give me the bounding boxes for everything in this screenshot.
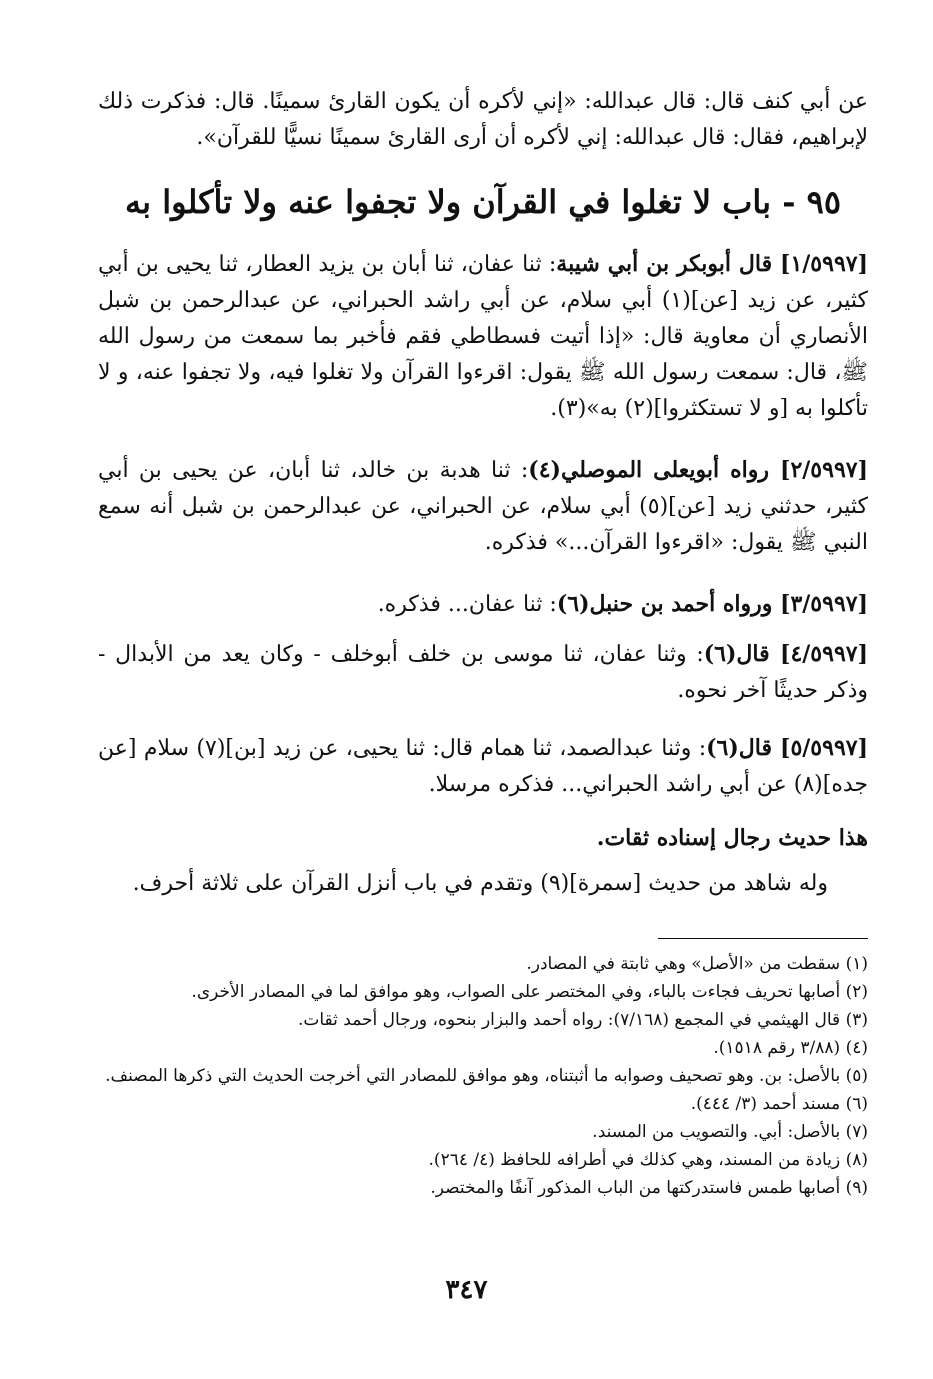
hadith-lead: [٤/٥٩٩٧] قال(٦) xyxy=(703,641,868,667)
footnote: (١) سقطت من «الأصل» وهي ثابتة في المصادر. xyxy=(526,954,868,974)
verdict-line: هذا حديث رجال إسناده ثقات. xyxy=(596,825,868,851)
hadith-text: : ثنا هدبة بن خالد، ثنا أبان، عن يحيى بن أبي كثير، حدثني زيد [عن](٥) أبي سلام، عن الحبراني، عن عبدالرحمن بن شبل أنه سمع النبي ﷺ يقول: «اقرءوا القرآن...» فذكره. xyxy=(98,458,868,555)
footnote: (٦) مسند أحمد (٣/ ٤٤٤). xyxy=(690,1094,868,1114)
hadith-text: : ثنا عفان، ثنا أبان بن يزيد العطار، ثنا يحيى بن أبي كثير، عن زيد [عن](١) أبي سلام، عن أبي راشد الحبراني، عن عبدالرحمن بن شبل الأنصاري أن معاوية قال: «إذا أتيت فسطاطي فقم فأخبر بما سمعت من رسول الله ﷺ، قال: سمعت رسول الله ﷺ يقول: اقرءوا القرآن ولا تغلوا فيه، ولا تجفوا عنه، و لا تأكلوا به [و لا تستكثروا](٢) به»(٣). xyxy=(98,252,868,421)
hadith-text: : ثنا عفان... فذكره. xyxy=(377,592,557,617)
hadith-paragraph xyxy=(98,730,868,803)
footnote: (٣) قال الهيثمي في المجمع (٧/١٦٨): رواه أحمد والبزار بنحوه، ورجال أحمد ثقات. xyxy=(297,1010,868,1030)
footnote: (٩) أصابها طمس فاستدركتها من الباب المذكور آنفًا والمختصر. xyxy=(430,1178,868,1198)
footnote-divider xyxy=(658,938,868,939)
hadith-paragraph xyxy=(98,246,868,427)
footnote: (٤) (٣/٨٨ رقم ١٥١٨). xyxy=(713,1038,868,1058)
hadith-paragraph xyxy=(98,586,868,623)
hadith-text: : وثنا عبدالصمد، ثنا همام قال: ثنا يحيى، عن زيد [بن](٧) سلام [عن جده](٨) عن أبي راشد الحبراني... فذكره مرسلا. xyxy=(98,736,868,797)
hadith-paragraph xyxy=(98,636,868,709)
footnote: (٨) زيادة من المسند، وهي كذلك في أطرافه للحافظ (٤/ ٢٦٤). xyxy=(428,1150,868,1170)
chapter-heading: ٩٥ - باب لا تغلوا في القرآن ولا تجفوا عنه ولا تأكلوا به xyxy=(124,183,842,221)
witness-paragraph: وله شاهد من حديث [سمرة](٩) وتقدم في باب أنزل القرآن على ثلاثة أحرف. xyxy=(132,871,828,896)
hadith-lead: [٥/٥٩٩٧] قال(٦) xyxy=(706,735,868,761)
footnotes xyxy=(98,950,868,1202)
hadith-lead: [٣/٥٩٩٧] ورواه أحمد بن حنبل(٦) xyxy=(556,591,868,617)
hadith-lead: [١/٥٩٩٧] قال أبوبكر بن أبي شيبة xyxy=(556,251,868,277)
footnote: (٧) بالأصل: أبي. والتصويب من المسند. xyxy=(592,1122,868,1142)
hadith-text: : وثنا عفان، ثنا موسى بن خلف أبوخلف - وكان يعد من الأبدال - وذكر حديثًا آخر نحوه. xyxy=(98,642,868,703)
page-number: ٣٤٧ xyxy=(445,1275,488,1305)
hadith-lead: [٢/٥٩٩٧] رواه أبويعلى الموصلي(٤) xyxy=(528,457,868,483)
footnote: (٢) أصابها تحريف فجاءت بالباء، وفي المختصر على الصواب، وهو موافق لما في المصادر الأخرى. xyxy=(191,982,868,1002)
opening-paragraph: عن أبي كنف قال: قال عبدالله: «إني لأكره أن يكون القارئ سمينًا. قال: فذكرت ذلك لإبراهيم، فقال: قال عبدالله: إني لأكره أن أرى القارئ سمينًا نسيًّا للقرآن». xyxy=(98,89,868,150)
footnote: (٥) بالأصل: بن. وهو تصحيف وصوابه ما أثبتناه، وهو موافق للمصادر التي أخرجت الحديث التي ذكرها المصنف. xyxy=(105,1066,868,1086)
hadith-paragraph xyxy=(98,452,868,561)
